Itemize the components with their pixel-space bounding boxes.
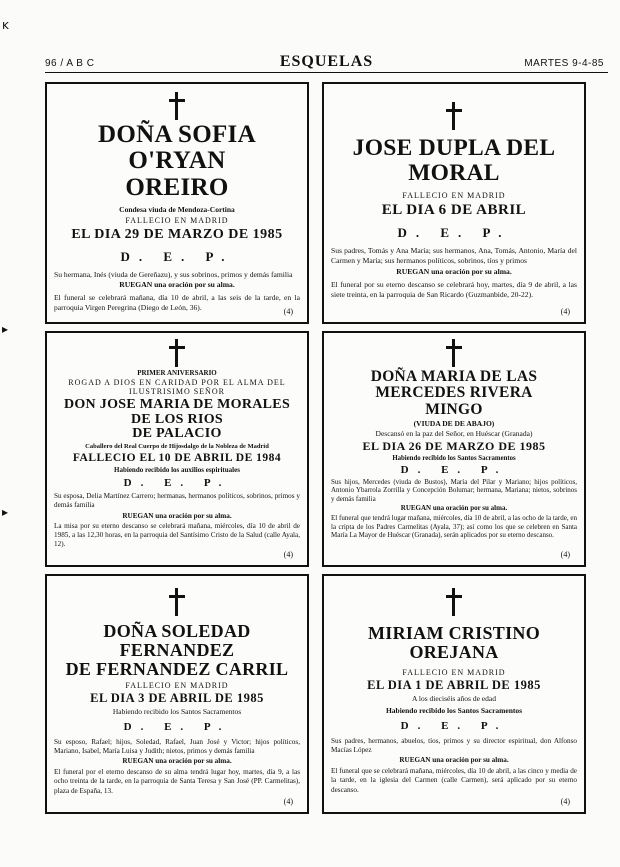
name-line: JOSE DUPLA DEL MORAL [352,135,556,186]
page-number: 96 / A B C [45,58,95,69]
notice-ref: (4) [283,797,293,806]
name-line: MIRIAM CRISTINO OREJANA [367,623,540,662]
sacrament-line: Habiendo recibido los Santos Sacramentos [112,706,242,716]
title-line: Caballero del Real Cuerpo de Hijosdalgo de la Nobleza de Madrid [85,443,269,451]
death-place: FALLECIO EN MADRID [402,191,506,201]
name-line: DON JOSE MARIA DE MORALES DE LOS RIOS [63,397,291,427]
name-line: OREIRO [125,173,229,201]
issue-date: MARTES 9-4-85 [524,58,604,69]
family-text: Sus padres, Tomás y Ana María; sus hermanos, Ana, Tomás, Antonio, María del Carmen y María; sus hermanos políticos, sobrinos, tíos y primos [331,246,577,266]
death-date: EL DIA 6 DE ABRIL [381,202,527,219]
obituary-notice [322,331,586,567]
family-text: Sus hijos, Mercedes (viuda de Bustos), María del Pilar y Mariano; hijos políticos, Antonio Ybarrola Zorrilla y Concepción Bolumar; hermana, Mariana; nietos, sobrinos y demás familia [331,477,577,503]
dep: D. E. P. [397,225,511,241]
ruegan-text: RUEGAN una oración por su alma. [119,280,235,290]
funeral-text: El funeral por su eterno descanso se celebrará hoy, martes, día 9 de abril, a las siete treinta, en la parroquia de San Ricardo (Guzmanbide, 20-22). [331,279,577,299]
name-line: DOÑA SOLEDAD FERNANDEZ [103,621,251,660]
death-place: FALLECIO EN MADRID [125,215,229,225]
deceased-name [331,624,577,662]
death-date: EL DIA 29 DE MARZO DE 1985 [71,226,283,242]
name-line: DOÑA MARIA DE LAS MERCEDES RIVERA [370,368,538,402]
ruegan-text: RUEGAN una oración por su alma. [122,757,232,766]
death-date: FALLECIO EL 10 DE ABRIL DE 1984 [72,452,282,465]
notice-ref: (4) [560,797,570,806]
deceased-name [331,369,577,418]
notice-ref: (4) [560,307,570,316]
death-date: EL DIA 26 DE MARZO DE 1985 [362,438,546,453]
obituary-notice [322,574,586,814]
family-text: Sus padres, hermanos, abuelos, tíos, primos y su director espiritual, don Alfonso Macías López [331,736,577,754]
obituary-notice [45,574,309,814]
ruegan-text: RUEGAN una oración por su alma. [396,266,512,276]
prayer-line: ROGAD A DIOS EN CARIDAD POR EL ALMA DEL [68,378,286,387]
deceased-name [331,136,577,185]
widow-line: (VIUDA DE DE ABAJO) [413,418,495,428]
ruegan-text: RUEGAN una oración por su alma. [122,511,232,520]
name-line: DE FERNANDEZ CARRIL [65,658,289,679]
obituary-notice [45,331,309,567]
margin-mark: ĸ [2,18,9,32]
dep: D. E. P. [123,720,231,733]
name-line: MINGO [425,400,483,418]
margin-mark: ▸ [2,505,9,519]
deceased-name [54,122,300,201]
name-line: DOÑA SOFIA O'RYAN [98,121,256,175]
notice-ref: (4) [283,307,293,316]
death-date: EL DIA 3 DE ABRIL DE 1985 [90,690,264,705]
deceased-name [54,622,300,679]
funeral-text: El funeral se celebrará mañana, día 10 de abril, a las seis de la tarde, en la parroquia Virgen Peregrina (Diego de León, 36). [54,293,300,313]
funeral-text: El funeral que tendrá lugar mañana, miércoles, día 10 de abril, a las ocho de la tarde, en la cripta de los Padres Carmelitas (Ayala, 37); así como los que se celebren en Santa María La Mayor de Huéscar (Granada), serán aplicados por su eterno descanso. [331,514,577,540]
family-text: Su hermana, Inés (viuda de Gereñazu), y sus sobrinos, primos y demás familia [54,269,293,279]
death-place: FALLECIO EN MADRID [402,667,506,677]
family-text: Su esposo, Rafael; hijos, Soledad, Rafael, Juan José y Victor; hijos políticos, Mariano, Isabel, María Luisa y Judith; nietos, primos y demás familia [54,737,300,755]
death-place: FALLECIO EN MADRID [125,680,229,690]
death-date: EL DIA 1 DE ABRIL DE 1985 [367,677,541,692]
family-text: Su esposa, Delia Martínez Carrero; hermanas, hermanos políticos, sobrinos, primos y demás familia [54,492,300,510]
age-line: A los dieciséis años de edad [412,693,496,703]
name-line: DE PALACIO [132,426,222,442]
dep: D. E. P. [123,477,231,490]
section-title: ESQUELAS [279,53,374,70]
notice-ref: (4) [560,550,570,559]
header-rule [45,72,608,73]
rest-line: Descansó en la paz del Señor, en Huéscar (Granada) [375,428,533,438]
deceased-name [54,398,300,442]
obituary-notice [322,82,586,324]
cross-icon [444,588,464,616]
sacrament-line: Habiendo recibido los Santos Sacramentos [385,705,523,715]
funeral-text: La misa por su eterno descanso se celebrará mañana, miércoles, día 10 de abril de 1985, a las 12,30 horas, en la parroquia del Santísimo Cristo de la Salud (calle Ayala, 12). [54,521,300,548]
cross-icon [444,102,464,130]
sacrament-line: Habiendo recibido los auxilios espirituales [114,466,240,475]
sacrament-line: Habiendo recibido los Santos Sacramentos [392,454,516,462]
cross-icon [167,339,187,367]
cross-icon [444,339,464,367]
obituary-notice [45,82,309,324]
anniversary-line: PRIMER ANIVERSARIO [137,369,217,377]
funeral-text: El funeral por el eterno descanso de su alma tendrá lugar hoy, martes, día 9, a las ocho treinta de la tarde, en la parroquia de Santa Teresa y San José (PP. Carmelitas), plaza de España, 13. [54,768,300,795]
cross-icon [167,92,187,120]
ruegan-text: RUEGAN una oración por su alma. [399,756,509,765]
dep: D. E. P. [120,248,234,264]
funeral-text: El funeral que se celebrará mañana, miércoles, día 10 de abril, a las cinco y media de la tarde, en la iglesia del Carmen (calle Carmen), será aplicado por su eterno descanso. [331,767,577,794]
honorific-line: ILUSTRISIMO SEÑOR [129,387,225,396]
title-line: Condesa viuda de Mendoza-Cortina [119,204,235,214]
margin-mark: ▸ [2,322,9,336]
cross-icon [167,588,187,616]
notice-ref: (4) [283,550,293,559]
dep: D. E. P. [400,719,508,732]
ruegan-text: RUEGAN una oración por su alma. [400,504,508,513]
dep: D. E. P. [400,463,508,476]
